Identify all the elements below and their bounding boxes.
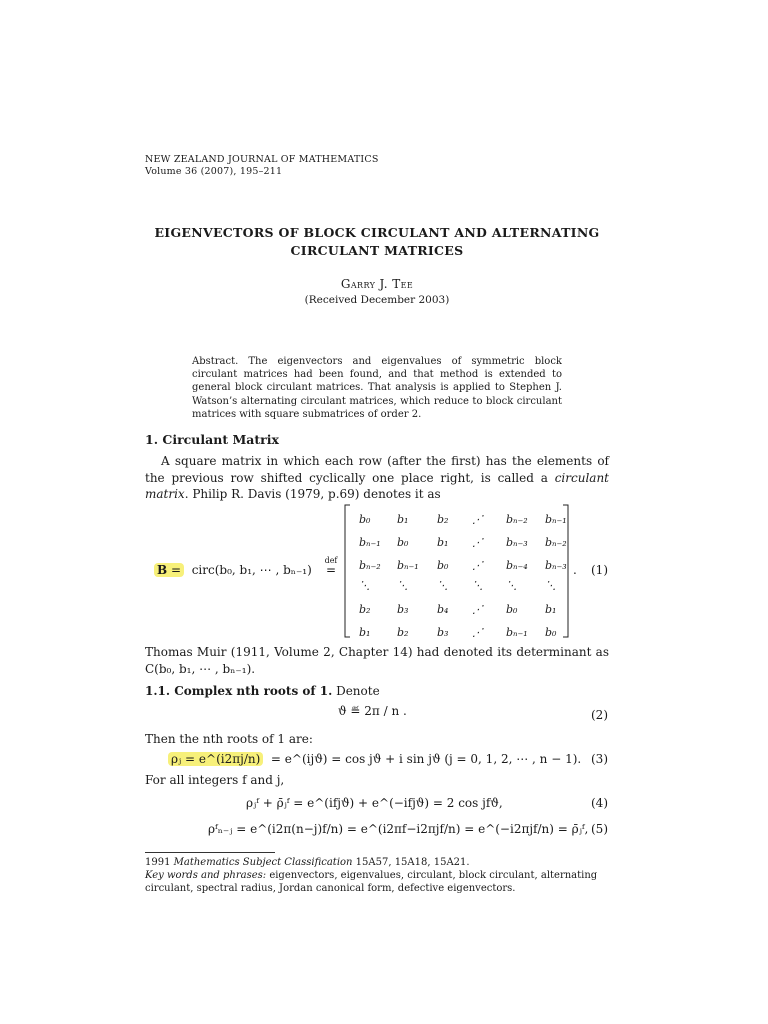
matrix-entry-r4-c0: b₂ <box>359 603 371 616</box>
matrix-entry-r2-c0: bₙ₋₂ <box>359 559 381 572</box>
matrix-entry-r0-c5: bₙ₋₁ <box>545 513 567 526</box>
paper-title <box>130 224 624 260</box>
matrix-entry-r4-c3: ⋰ <box>472 603 483 616</box>
matrix-entry-r4-c2: b₄ <box>437 603 449 616</box>
matrix-entry-r0-c3: ⋰ <box>472 513 483 526</box>
matrix-entry-r4-c4: b₀ <box>506 603 518 616</box>
footnote-rule <box>145 852 275 853</box>
matrix-entry-r1-c5: bₙ₋₂ <box>545 536 567 549</box>
matrix-entry-r1-c0: bₙ₋₁ <box>359 536 381 549</box>
matrix-entry-r4-c5: b₁ <box>545 603 557 616</box>
then-line: Then the nth roots of 1 are: <box>145 732 313 746</box>
equals-symbol: = <box>325 563 337 577</box>
matrix-entry-r3-c0: ⋱ <box>359 579 370 592</box>
matrix-entry-r2-c2: b₀ <box>437 559 449 572</box>
title-line-1: EIGENVECTORS OF BLOCK CIRCULANT AND ALTERNATING <box>154 225 600 240</box>
matrix-entry-r5-c2: b₃ <box>437 626 449 639</box>
received-date: (Received December 2003) <box>304 294 450 306</box>
matrix-entry-r5-c0: b₁ <box>359 626 371 639</box>
eq3 <box>168 752 581 766</box>
matrix-entry-r3-c5: ⋱ <box>545 579 556 592</box>
keywords-text: eigenvectors, eigenvalues, circulant, block circulant, alternating circulant, spectral radius, Jordan canonical form, defective eigenvectors. <box>145 870 598 894</box>
def-label: def <box>324 556 338 565</box>
eq2: ϑ ≝ 2π / n . <box>338 704 407 718</box>
title-line-2: CIRCULANT MATRICES <box>290 243 464 258</box>
eq1-equals: = <box>170 563 182 577</box>
msc-year: 1991 <box>145 857 174 868</box>
muir-paragraph: Thomas Muir (1911, Volume 2, Chapter 14) had denoted its determinant as C(b₀, b₁, ⋯ , bₙ₋₁). <box>145 645 609 676</box>
matrix-entry-r4-c1: b₃ <box>397 603 409 616</box>
eq3-number: (3) <box>591 752 608 766</box>
matrix-entry-r3-c2: ⋱ <box>437 579 448 592</box>
matrix-entry-r0-c0: b₀ <box>359 513 371 526</box>
matrix-entry-r5-c5: b₀ <box>545 626 557 639</box>
intro-text-b: . Philip R. Davis (1979, p.69) denotes it as <box>184 487 441 501</box>
def-equals <box>323 557 339 575</box>
eq2-number: (2) <box>591 708 608 722</box>
matrix-entry-r1-c1: b₀ <box>397 536 409 549</box>
matrix-entry-r0-c2: b₂ <box>437 513 449 526</box>
intro-paragraph <box>145 453 609 503</box>
msc-codes: 15A57, 15A18, 15A21. <box>352 857 470 868</box>
matrix-left-bracket <box>345 505 350 637</box>
highlight-rho: ρⱼ = e^(i2πj/n) <box>168 752 263 766</box>
section-heading: 1. Circulant Matrix <box>145 432 279 447</box>
matrix-entry-r1-c4: bₙ₋₃ <box>506 536 528 549</box>
matrix-entry-r5-c4: bₙ₋₁ <box>506 626 528 639</box>
matrix-symbol: B <box>157 563 168 577</box>
term-circulant-matrix: circulant matrix <box>145 470 609 501</box>
matrix-entry-r0-c4: bₙ₋₂ <box>506 513 528 526</box>
matrix-entry-r2-c5: bₙ₋₃ <box>545 559 567 572</box>
matrix-entry-r2-c1: bₙ₋₁ <box>397 559 419 572</box>
eq5-number: (5) <box>591 822 608 836</box>
eq5: ρᶠₙ₋ⱼ = e^(i2π(n−j)f/n) = e^(i2πf−i2πjf/n) = e^(−i2πjf/n) = ρ̄ⱼᶠ, <box>208 822 589 836</box>
eq1-lhs <box>154 563 312 577</box>
journal-name: NEW ZEALAND JOURNAL OF MATHEMATICS <box>145 154 379 165</box>
matrix-entry-r5-c3: ⋰ <box>472 626 483 639</box>
eq4-number: (4) <box>591 796 608 810</box>
footnote <box>145 856 613 895</box>
abstract: Abstract. The eigenvectors and eigenvalues of symmetric block circulant matrices had been found, and that method is extended to general block circulant matrices. That analysis is applied to Stephen J. Watson’s alternating circulant matrices, which reduce to block circulant matrices with square submatrices of order 2. <box>192 356 562 420</box>
eq1-number: (1) <box>591 563 608 577</box>
subsection-heading <box>145 684 380 698</box>
journal-volume: Volume 36 (2007), 195–211 <box>145 166 283 177</box>
matrix-entry-r1-c3: ⋰ <box>472 536 483 549</box>
keywords-line <box>145 869 613 895</box>
eq4: ρⱼᶠ + ρ̄ⱼᶠ = e^(ifjϑ) + e^(−ifjϑ) = 2 cos jfϑ, <box>246 796 503 810</box>
intro-text-a: A square matrix in which each row (after the first) has the elements of the previous row shifted cyclically one place right, is called a <box>145 454 609 485</box>
highlight-B <box>154 563 184 577</box>
matrix-entry-r2-c4: bₙ₋₄ <box>506 559 528 572</box>
msc-line <box>145 856 613 869</box>
matrix-entry-r3-c3: ⋱ <box>472 579 483 592</box>
subsection-lead: Denote <box>336 684 380 698</box>
keywords-label: Key words and phrases: <box>145 870 267 881</box>
eq1-circ: circ(b₀, b₁, ⋯ , bₙ₋₁) <box>191 563 312 577</box>
author-name: Garry J. Tee <box>340 277 414 291</box>
matrix-entry-r1-c2: b₁ <box>437 536 449 549</box>
matrix-entry-r0-c1: b₁ <box>397 513 409 526</box>
for-all-line: For all integers f and j, <box>145 773 285 787</box>
matrix-entry-r3-c4: ⋱ <box>506 579 517 592</box>
subsection-title: 1.1. Complex nth roots of 1. <box>145 684 333 698</box>
matrix-svg <box>345 505 570 637</box>
msc-label: Mathematics Subject Classification <box>173 857 353 868</box>
eq3-rhs: = e^(ijϑ) = cos jϑ + i sin jϑ (j = 0, 1, 2, ⋯ , n − 1). <box>270 752 582 766</box>
matrix-entry-r2-c3: ⋰ <box>472 559 483 572</box>
journal-header <box>145 154 379 178</box>
circulant-matrix <box>345 505 570 637</box>
matrix-entry-r3-c1: ⋱ <box>397 579 408 592</box>
matrix-entry-r5-c1: b₂ <box>397 626 409 639</box>
eq1-period: . <box>573 563 577 577</box>
